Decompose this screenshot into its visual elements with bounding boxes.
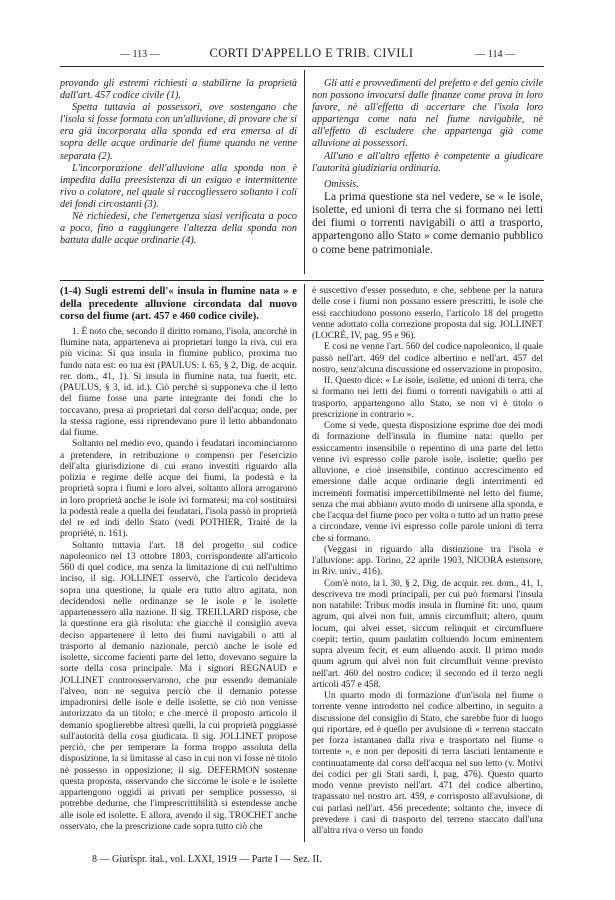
note-paragraph: (Veggasi in riguardo alla distinzione tra l'isola e l'alluvione: app. Torino, 22 aprile 1903, NICORA estensore, in Riv. univ., 416). xyxy=(312,544,543,578)
maxims-right-column xyxy=(312,78,543,257)
note-paragraph: Come si vede, questa disposizione esprime due dei modi di formazione dell'insula in flumine nata: quello per essiccamento insensibile o repentino di una parte del letto venne ivi espresso colle parole isole, isolette; quello per alluvione, e cioè insensibile, continuo accrescimento ed emersione dalle acque ordinarie degli interrimenti ed incrementi formatisi impercettibilmente nel letto del fiume, senza che mai abbiano avuto modo di unirsene alla sponda, e che l'acqua del fiume poco per volta o tutto ad un tratto prese a circondare, venne ivi espresso colle parole unioni di terra che si formano. xyxy=(312,421,543,544)
note-paragraph: è suscettivo d'esser posseduto, e che, sebbene per la natura delle cose i fiumi non possano essere prescritti, le isole che essi racchiudono possono esserlo, l'articolo 18 del progetto venne adottato colla correzione proposta dal sig. JOLLINET (LOCRÉ, IV, pag. 95 e 96). xyxy=(312,286,543,341)
note-left-column xyxy=(60,286,297,833)
note-paragraph: Soltanto tuttavia l'art. 18 del progetto sul codice napoleonico nel 13 ottobre 1803, corrispondente all'articolo 560 di quel codice, ma senza la limitazione di cui nell'ultimo inciso, il sig. JOLLINET osservò, che l'articolo decideva sopra una questione, la quale era tutto altro agitata, non decidendosi nelle ordinanze se le isole e le isolette appartenessero alla nazione. Il sig. TREILLARD rispose, che la questione era già risoluta: che giacchè il consiglio aveva deciso appartenere il letto dei fiumi navigabili o atti al trasporto al demanio nazionale, perciò anche le isole ed isolette, siccome facienti parte del letto, dovevano seguire la sorte della cosa principale. Ma i signori REGNAUD e JOLLINET controosservarono, che pur essendo demaniale l'alveo, non ne seguiva perciò che il demanio potesse impadronirsi delle isole e delle isolette, se ciò non venisse autorizzato da un titolo; e che mercè il proposto articolo il demanio spoglierebbe altresì quelli, la cui proprietà poggiasse sull'autorità della cosa giudicata. Il sig. JOLLINET propose perciò, che per temperare la forma troppo assoluta della disposizione, la si limitasse al caso in cui non vi fosse nè titolo nè possesso in opposizione; il sig. DEFERMON sostenne questa proposta, osservando che siccome le isole e le isolette appartengono oggidì ai privati per semplice possesso, si potrebbe dedurne, che l'imprescrittibilità si estendesse anche alle isole ed isolette. E allora, avendo il sig. TROCHET anche osservato, che la prescrizione cade sopra tutto ciò che xyxy=(60,540,297,832)
note-paragraph: Soltanto nel medio evo, quando i feudatari incominciarono a pretendere, in retribuzione o compenso per l'esercizio dell'alta giurisdizione di cui erano investiti riguardo alla polizia e regime delle acque dei fiumi, la podestà e la proprietà sopra i fiumi e loro alvei, soltanto allora arrogarono in loro proprietà anche le isole ivi formatesi; ma col sostituirsi la podestà reale a quella dei feudatari, l'isola passò in proprietà del re ed indi dello Stato (vedi POTHIER, Traité de la propriété, n. 161). xyxy=(60,439,297,540)
page-footer: 8 — Giurispr. ital., vol. LXXI, 1919 — Parte I — Sez. II. xyxy=(92,854,322,865)
section-rule xyxy=(60,280,544,281)
maxim-paragraph: L'incorporazione dell'alluvione alla sponda non è impedita dalla preesistenza di un esiguo e intermittente rivo o colatore, nel quale si raccogliessero soltanto i coli dei fondi circostanti (3). xyxy=(60,162,297,210)
note-heading: (1-4) Sugli estremi dell'« insula in flumine nata » e della precedente alluvione circondata dal nuovo corso del fiume (art. 457 e 460 codice civile). xyxy=(60,286,297,323)
column-divider-top xyxy=(304,70,305,274)
page-number-right: — 114 — xyxy=(475,49,515,60)
note-paragraph: Com'è noto, la l. 30, § 2, Dig. de acquir. rer. dom., 41, 1, descriveva tre modi principali, per cui può formarsi l'insula non natabile: Tribus modis insula in flumine fit: uno, quum agrum, qui alvei non fuit, amnis circumfluit; altero, quum locum, qui alvei esset, siccum relinquit et circumfluere coepit; tertio, quum paulatim colluendo locum eminentem supra alveum fecit, et eum alluendo auxit. Il primo modo quum agrum qui alvei non fuit circumfluit venne previsto nell'art. 460 del nostro codice; il secondo ed il terzo negli articoli 457 e 458. xyxy=(312,578,543,690)
maxim-paragraph: Nè richiedesi, che l'emergenza siasi verificata a poco a poco, fino a raggiungere l'altezza della sponda non battuta dalle acque ordinarie (4). xyxy=(60,211,297,247)
note-paragraph: Un quarto modo di formazione d'un'isola nel fiume o torrente venne introdotto nel codice albertino, in seguito a discussione del consiglio di Stato, che sarebbe fuor di luogo qui riportare, ed è quello per avulsione di « terreno staccato per forza istantanea dalla riva e trasportato nel fiume o torrente », e non per depositi di terra lasciati lentamente e continuatamente dal corso dell'acqua nel suo letto (v. Motivi dei codici per gli Stati sardi, I, pag. 476). Questo quarto modo venne previsto nell'art. 471 del codice albertino, trapassato nel nostro art. 459, e corrisposto all'avulsione, di cui parlasi nell'art. 456 precedente; soltanto che, invece di prevedere i casi di trasporto del terreno staccato dall'una all'altra riva o verso un fondo xyxy=(312,691,543,836)
maxim-paragraph: provando gli estremi richiesti a stabilirne la proprietà dall'art. 457 codice civile (1). xyxy=(60,78,297,102)
omissis: Omissis. xyxy=(324,178,359,190)
column-divider-bottom xyxy=(304,284,305,842)
maxim-paragraph: Spetta tuttavia ai possessori, ove sostengano che l'isola si fosse formata con un'alluvione, di provare che si era già incorporata alla sponda ed era emersa al di sopra delle acque ordinarie del fiume quando ne venne separata (2). xyxy=(60,102,297,162)
note-right-column xyxy=(312,286,543,837)
maxims-left-column xyxy=(60,78,297,247)
page-header xyxy=(84,46,539,66)
note-paragraph: 1. È noto che, secondo il diritto romano, l'isola, ancorchè in flumine nata, apparteneva ai proprietari lungo la riva, cui era più vicina: Si qua insula in flumine publico, proxima tuo fundo nata est: eo tua est (PAULUS: l. 65, § 2, Dig. de acquir. rer. dom., 41, 1). Si insula in flumine nata, tua fuerit, etc. (PAULUS, § 3, id. id.). Ciò perchè si supponeva che il letto del fiume fosse una parte integrante dei fondi che lo toccavano, presa ai proprietari dal corso dell'acqua; onde, per la stessa ragione, essi riprendevano pure il letto abbandonato dal fiume. xyxy=(60,326,297,439)
maxim-paragraph: Gli atti e provvedimenti del prefetto e del genio civile non possono invocarsi dalle finanze come prova in loro favore, nè all'effetto di accertare che l'isola loro appartenga come nata nel fiume navigabile, nè all'effetto di escludere che appartenga già come alluvione ai possessori. xyxy=(312,78,543,150)
note-paragraph: E così ne venne l'art. 560 del codice napoleonico, il quale passò nell'art. 469 del codice albertino e nell'art. 457 del nostro, senz'alcuna discussione ed osservazione in proposito. xyxy=(312,342,543,375)
header-rule xyxy=(60,66,544,67)
page-number-left: — 113 — xyxy=(120,49,160,60)
maxim-paragraph: All'uno e all'altro effetto è competente a giudicare l'autorità giudiziaria ordinaria. xyxy=(312,150,543,174)
note-paragraph: II. Questo dice: « Le isole, isolette, ed unioni di terra, che si formano nei letti dei fiumi o torrenti navigabili o atti al trasporto, appartengono allo Stato, se non vi è titolo o prescrizione in contrario ». xyxy=(312,376,543,420)
decision-paragraph: La prima questione sta nel vedere, se « le isole, isolette, ed unioni di terra che si formano nei letti dei fiumi o torrenti navigabili o atti a trasporto, appartengono allo Stato » come demanio pubblico o come bene patrimoniale. xyxy=(312,190,543,256)
running-title: CORTI D'APPELLO E TRIB. CIVILI xyxy=(209,46,414,60)
